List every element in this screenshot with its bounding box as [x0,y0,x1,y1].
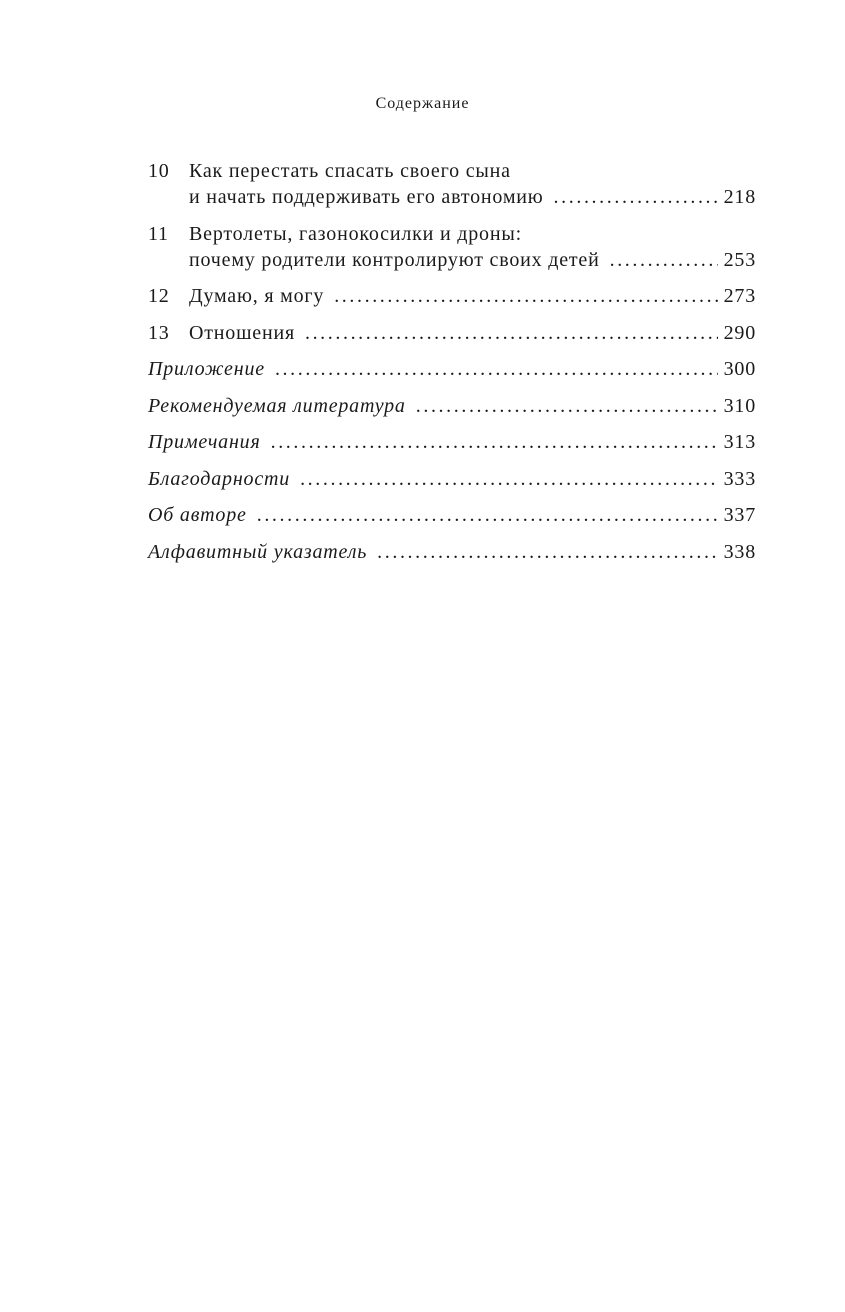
toc-entry-notes[interactable] [148,429,756,455]
page-number: 333 [723,467,756,490]
chapter-title-line: и начать поддерживать его автономию [189,186,544,208]
dot-leader [275,356,718,382]
page-number: 253 [723,248,756,271]
page-number: 273 [723,285,756,307]
dot-leader [416,393,718,419]
toc-entry-recommended-reading[interactable] [148,393,756,419]
section-title: Благодарности [148,467,291,490]
section-title: Рекомендуемая литература [148,394,406,417]
chapter-title-line: Как перестать спасать своего сына [189,160,511,182]
toc-entry-chapter-11[interactable] [148,221,756,273]
chapter-number: 13 [148,321,170,344]
section-title: Алфавитный указатель [148,540,368,563]
page-number: 338 [723,540,756,563]
page-number: 300 [723,358,756,380]
dot-leader [334,283,717,309]
toc-entry-chapter-13[interactable] [148,320,756,346]
page-number: 310 [723,394,756,417]
chapter-number: 11 [148,222,169,245]
toc-entry-index[interactable] [148,539,756,565]
chapter-number: 10 [148,160,170,182]
dot-leader [300,466,718,492]
running-head: Содержание [375,95,470,112]
toc-entry-acknowledgements[interactable] [148,466,756,492]
dot-leader [305,320,718,346]
toc-entry-chapter-10[interactable] [148,158,756,210]
chapter-title-line: почему родители контролируют своих детей [189,248,600,271]
dot-leader [377,539,717,565]
section-title: Приложение [148,358,265,380]
dot-leader [554,184,718,210]
section-title: Об авторе [148,504,247,526]
dot-leader [610,247,718,273]
dot-leader [271,429,718,455]
page-number: 313 [723,431,756,453]
dot-leader [257,502,718,528]
page-number: 290 [723,321,756,344]
toc-entry-about-author[interactable] [148,502,756,528]
toc-entry-chapter-12[interactable] [148,283,756,309]
table-of-contents [148,158,756,575]
chapter-title-line: Вертолеты, газонокосилки и дроны: [189,222,522,245]
page-number: 218 [723,186,756,208]
section-title: Примечания [148,431,261,453]
chapter-number: 12 [148,285,170,307]
toc-entry-appendix[interactable] [148,356,756,382]
chapter-title: Думаю, я могу [189,285,325,307]
page-number: 337 [723,504,756,526]
chapter-title: Отношения [189,321,295,344]
